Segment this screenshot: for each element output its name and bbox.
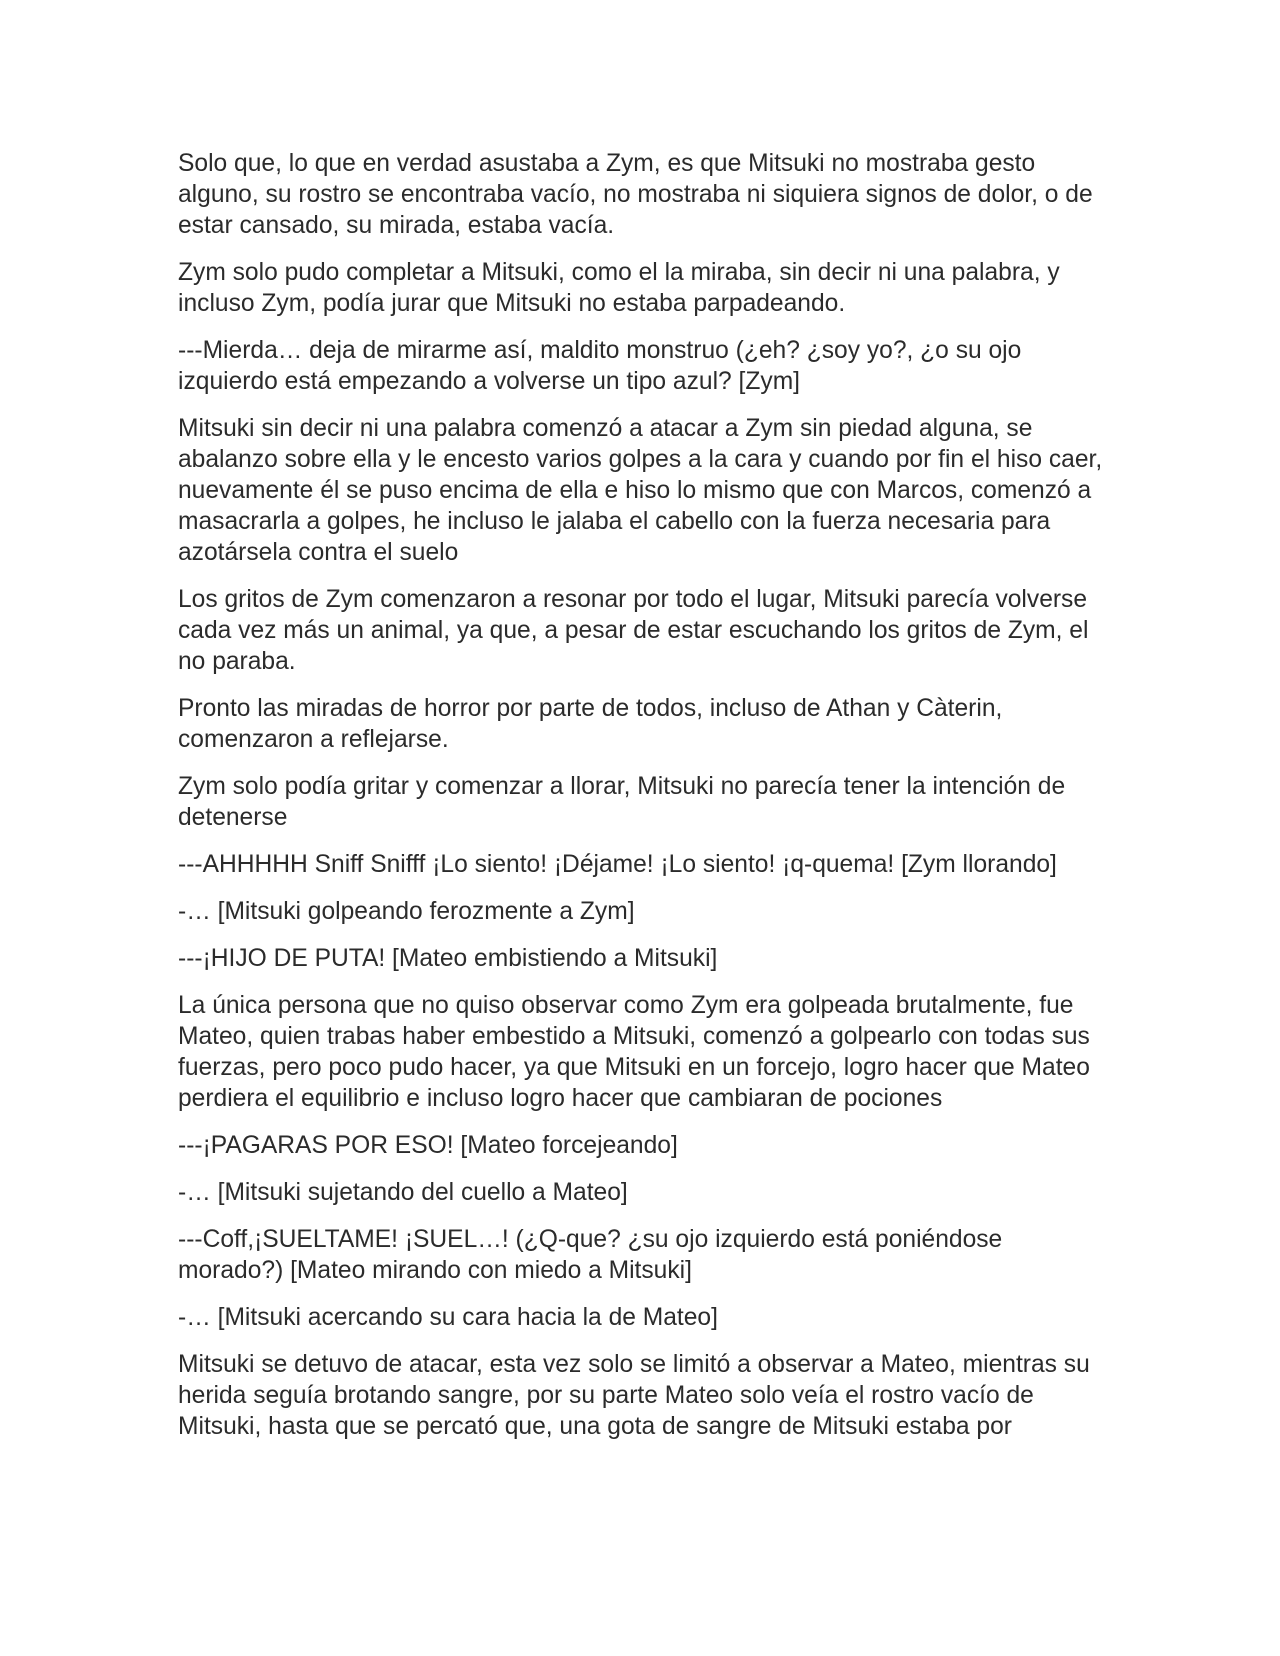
paragraph: Pronto las miradas de horror por parte de todos, incluso de Athan y Càterin, comenzaron a reflejarse. xyxy=(178,695,1003,753)
paragraph: Solo que, lo que en verdad asustaba a Zym, es que Mitsuki no mostraba gesto alguno, su rostro se encontraba vacío, no mostraba ni siquiera signos de dolor, o de estar cansado, su mirada, estaba vacía. xyxy=(178,150,1093,239)
dialogue-line: -… [Mitsuki sujetando del cuello a Mateo] xyxy=(178,1179,628,1206)
paragraph: Zym solo pudo completar a Mitsuki, como el la miraba, sin decir ni una palabra, y incluso Zym, podía jurar que Mitsuki no estaba parpadeando. xyxy=(178,259,1060,317)
dialogue-line: ---¡PAGARAS POR ESO! [Mateo forcejeando] xyxy=(178,1132,678,1159)
paragraph: Los gritos de Zym comenzaron a resonar por todo el lugar, Mitsuki parecía volverse cada vez más un animal, ya que, a pesar de estar escuchando los gritos de Zym, el no paraba. xyxy=(178,586,1089,675)
dialogue-line: ---AHHHHH Sniff Snifff ¡Lo siento! ¡Déjame! ¡Lo siento! ¡q-quema! [Zym llorando] xyxy=(178,851,1057,878)
dialogue-line: -… [Mitsuki golpeando ferozmente a Zym] xyxy=(178,898,635,925)
document-body xyxy=(178,148,1108,1458)
paragraph: Mitsuki se detuvo de atacar, esta vez solo se limitó a observar a Mateo, mientras su herida seguía brotando sangre, por su parte Mateo solo veía el rostro vacío de Mitsuki, hasta que se percató que, una gota de sangre de Mitsuki estaba por xyxy=(178,1351,1090,1440)
dialogue-line: ---Mierda… deja de mirarme así, maldito monstruo (¿eh? ¿soy yo?, ¿o su ojo izquierdo está empezando a volverse un tipo azul? [Zym] xyxy=(178,337,1022,395)
dialogue-line: ---Coff,¡SUELTAME! ¡SUEL…! (¿Q-que? ¿su ojo izquierdo está poniéndose morado?) [Mateo mirando con miedo a Mitsuki] xyxy=(178,1226,1003,1284)
dialogue-line: ---¡HIJO DE PUTA! [Mateo embistiendo a Mitsuki] xyxy=(178,945,718,972)
paragraph: Mitsuki sin decir ni una palabra comenzó a atacar a Zym sin piedad alguna, se abalanzo sobre ella y le encesto varios golpes a la cara y cuando por fin el hiso caer, nuevamente él se puso encima de ella e hiso lo mismo que con Marcos, comenzó a masacrarla a golpes, he incluso le jalaba el cabello con la fuerza necesaria para azotársela contra el suelo xyxy=(178,415,1103,566)
paragraph: La única persona que no quiso observar como Zym era golpeada brutalmente, fue Mateo, quien trabas haber embestido a Mitsuki, comenzó a golpearlo con todas sus fuerzas, pero poco pudo hacer, ya que Mitsuki en un forcejo, logro hacer que Mateo perdiera el equilibrio e incluso logro hacer que cambiaran de pociones xyxy=(178,992,1090,1112)
dialogue-line: -… [Mitsuki acercando su cara hacia la de Mateo] xyxy=(178,1304,718,1331)
paragraph: Zym solo podía gritar y comenzar a llorar, Mitsuki no parecía tener la intención de detenerse xyxy=(178,773,1066,831)
